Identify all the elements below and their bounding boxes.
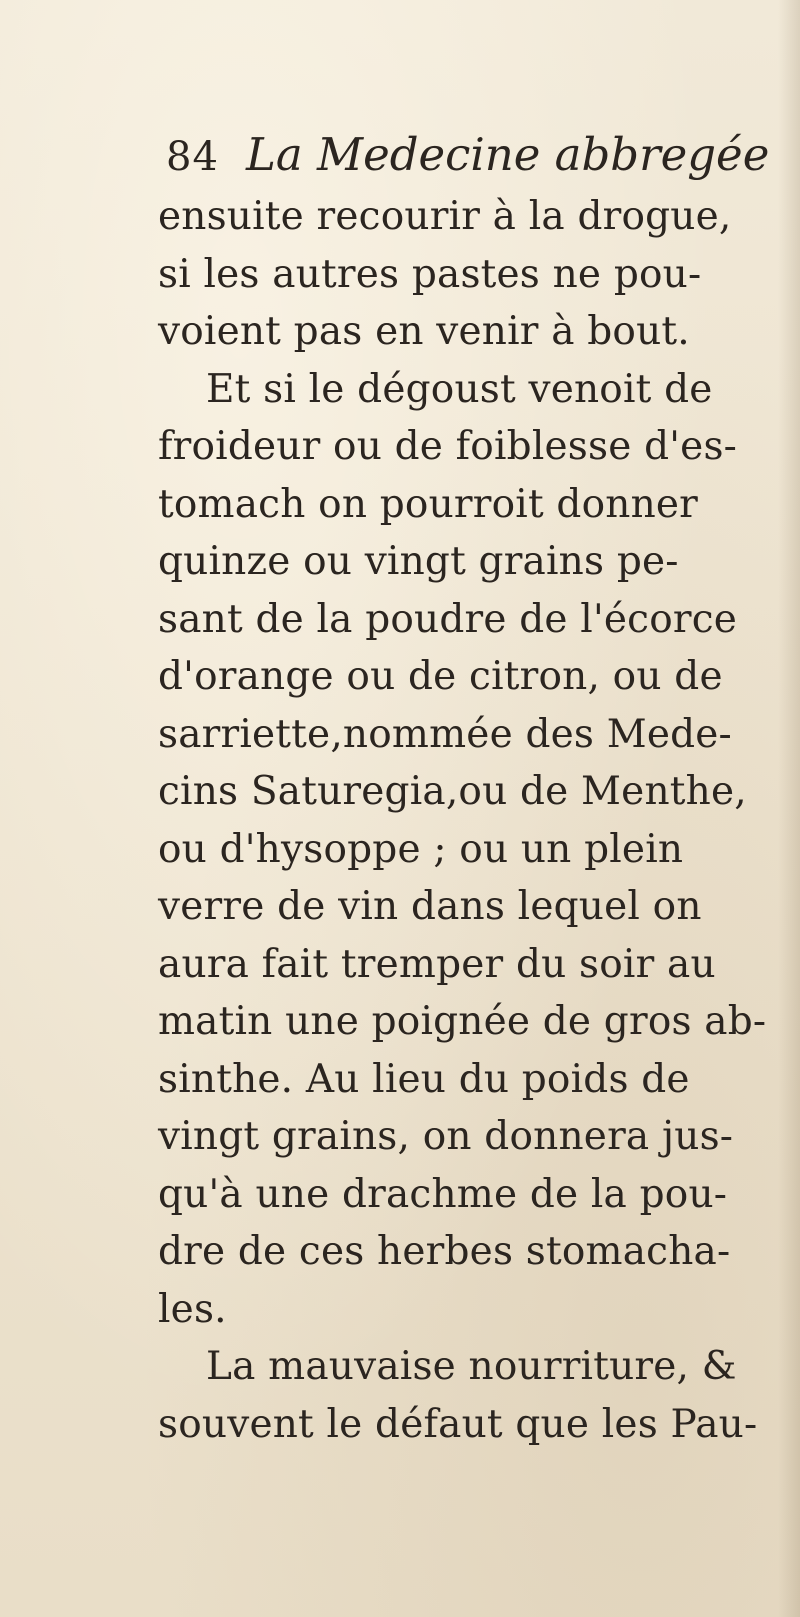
text-line: sant de la poudre de l'écorce (158, 596, 738, 642)
text-line: froideur ou de foiblesse d'es- (158, 424, 738, 469)
text-line: si les autres pastes ne pou- (158, 251, 702, 297)
text-line: quinze ou vingt grains pe- (158, 539, 679, 584)
text-line: matin une poignée de gros ab- (158, 999, 767, 1044)
text-line: souvent le défaut que les Pau- (158, 1401, 758, 1447)
text-line: aura fait tremper du soir au (158, 941, 716, 987)
text-line: verre de vin dans lequel on (158, 884, 702, 929)
text-line: d'orange ou de citron, ou de (158, 654, 723, 699)
text-line: tomach on pourroit donner (158, 481, 699, 527)
text-line: vingt grains, on donnera jus- (158, 1114, 734, 1159)
text-line: cins Saturegia,ou de Menthe, (158, 769, 747, 814)
body-text (158, 188, 778, 1453)
paragraph-start-line: Et si le dégoust venoit de (206, 366, 713, 412)
paragraph-start-line: La mauvaise nourriture, & (206, 1344, 737, 1389)
page-number: 84 (166, 134, 219, 180)
page-edge-shadow (778, 0, 800, 1617)
running-title: La Medecine abbregée (246, 128, 770, 181)
page-header (166, 124, 770, 186)
text-line: ou d'hysoppe ; ou un plein (158, 826, 684, 872)
text-line: voient pas en venir à bout. (158, 309, 690, 354)
text-line: sarriette,nommée des Mede- (158, 711, 732, 757)
text-line: les. (158, 1286, 227, 1332)
text-line: dre de ces herbes stomacha- (158, 1229, 731, 1274)
text-line: sinthe. Au lieu du poids de (158, 1056, 690, 1102)
text-line: ensuite recourir à la drogue, (158, 194, 732, 239)
text-line: qu'à une drachme de la pou- (158, 1171, 728, 1217)
